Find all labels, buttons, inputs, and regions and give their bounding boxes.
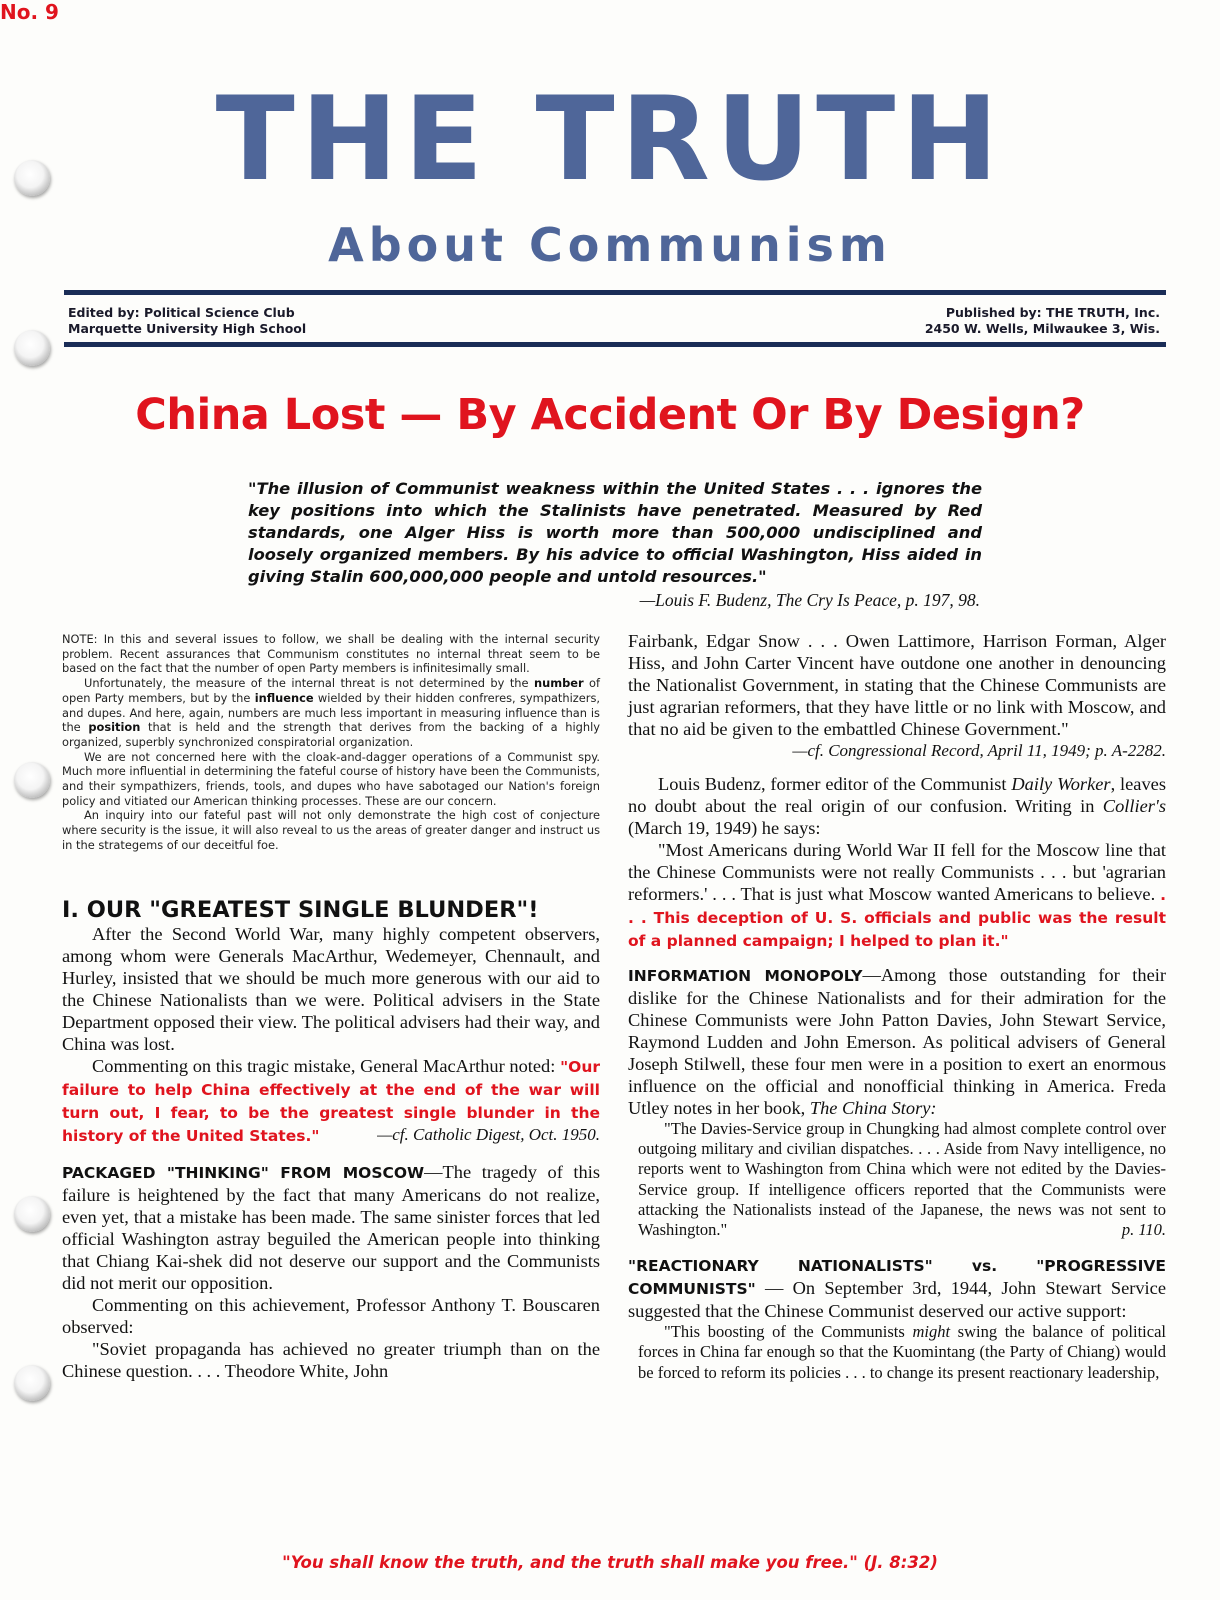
note-emphasis: position: [88, 720, 141, 735]
body-text: —The tragedy of this failure is heightened by the fact that many Americans do not realize, even yet, that a mistake has been made. The same sinister forces that led official Washington astray beguiled the American people into thinking that Chiang Kai-shek did not deserve our support and the Communists did not merit our opposition.: [62, 1161, 600, 1293]
body-text: Commenting on this tragic mistake, General MacArthur noted:: [92, 1055, 561, 1076]
body-text: , leaves no doubt about the real origin of our confusion. Writing in: [628, 774, 1166, 816]
footer-scripture: "You shall know the truth, and the truth shall make you free." (J. 8:32): [282, 1553, 938, 1572]
left-column: [62, 632, 600, 1382]
service-quote: [628, 1322, 1166, 1383]
editor-line: Edited by: Political Science Club: [68, 305, 295, 320]
binder-hole: [14, 1365, 50, 1401]
editor-line: Marquette University High School: [68, 321, 307, 336]
body-text: Louis Budenz, former editor of the Communist: [658, 774, 1012, 794]
body-paragraph: "Soviet propaganda has achieved no greater triumph than on the Chinese question. . . . Theodore White, John: [62, 1338, 600, 1381]
budenz-red-quote: . . . This deception of U. S. officials and public was the result of a planned campaign; I helped to plan it.": [628, 886, 1166, 950]
right-column: [628, 630, 1166, 1383]
citation: —cf. Congressional Record, April 11, 1949; p. A-2282.: [792, 741, 1166, 760]
article-headline: China Lost — By Accident Or By Design?: [135, 390, 1085, 440]
binder-hole: [14, 1196, 50, 1232]
note-text: Unfortunately, the measure of the internal threat is not determined by the: [84, 676, 534, 691]
publisher-line: 2450 W. Wells, Milwaukee 3, Wis.: [924, 321, 1160, 336]
note-emphasis: number: [533, 676, 584, 691]
publication-title: Collier's: [1102, 796, 1166, 816]
body-paragraph: [628, 1254, 1166, 1322]
note-text: that is held and the strength that derives from the backing of a highly organized, superbly synchronized conspiratorial organization.: [62, 720, 600, 749]
note-emphasis: influence: [254, 690, 314, 705]
section-heading: I. OUR "GREATEST SINGLE BLUNDER"!: [62, 896, 539, 923]
body-paragraph: Commenting on this achievement, Professor Anthony T. Bouscaren observed:: [62, 1294, 600, 1337]
emphasis: might: [912, 1322, 951, 1342]
body-paragraph: Fairbank, Edgar Snow . . . Owen Lattimore, Harrison Forman, Alger Hiss, and John Carter Vincent have outdone one another in denouncing the Nationalist Government, in stating that the Chinese Communists are just agrarian reformers, that they have little or no link with Moscow, and that no aid be given to the embattled Chinese Government.": [628, 631, 1166, 739]
body-paragraph: [62, 1055, 600, 1147]
binder-hole: [14, 330, 50, 366]
budenz-quote: [628, 839, 1166, 952]
utley-quote: [628, 1119, 1166, 1240]
masthead-rule-top: [64, 290, 1166, 295]
body-text: "The Davies-Service group in Chungking had almost complete control over outgoing military and civilian dispatches. . . . Aside from Navy intelligence, no reports went to Washington from China which were not edited by the Davies-Service group. If intelligence officers reported that the Communists were attacking the Nationalists instead of the Japanese, the news was not sent to Washington.": [638, 1119, 1166, 1240]
run-in-heading: "REACTIONARY NATIONALISTS" vs. "PROGRESSIVE COMMUNISTS": [628, 1257, 1166, 1299]
run-in-heading: PACKAGED "THINKING" FROM MOSCOW: [62, 1163, 425, 1182]
note-paragraph: We are not concerned here with the cloak-and-dagger operations of a Communist spy. Much more influential in determining the fateful course of history have been the Communists, and their sympathizers, friends, tools, and dupes who have sabotaged our Nation's foreign policy and vitiated our American thinking processes. These are our concern.: [62, 749, 600, 808]
body-text: — On September 3rd, 1944, John Stewart Service suggested that the Chinese Communist deserved our active support:: [628, 1278, 1166, 1322]
book-title: The China Story:: [809, 1098, 937, 1118]
note-text: of open Party members, but by the: [62, 676, 600, 705]
body-text: —Among those outstanding for their dislike for the Chinese Nationalists and for their admiration for the Chinese Communists were John Patton Davies, John Stewart Service, Raymond Ludden and John Emerson. As political advisers of General Joseph Stilwell, these four men were in a position to exert an enormous influence on the official and nonofficial thinking in America. Freda Utley notes in her book,: [628, 965, 1166, 1118]
body-text: "This boosting of the Communists: [664, 1322, 913, 1342]
publication-title: Daily Worker: [1011, 774, 1111, 794]
body-paragraph: After the Second World War, many highly competent observers, among whom were Generals MacArthur, Wedemeyer, Chennault, and Hurley, insisted that we should be much more generous with our aid to the Chinese Nationalists than we were. Political advisers in the State Department opposed their view. The political advisers had their way, and China was lost.: [62, 923, 600, 1054]
body-paragraph: [62, 1161, 600, 1294]
note-paragraph: An inquiry into our fateful past will not only demonstrate the high cost of conjecture where security is the issue, it will also reveal to us the areas of greater danger and instruct us in the strategems of our deceitful foe.: [62, 808, 600, 852]
note-paragraph: NOTE: In this and several issues to follow, we shall be dealing with the internal security problem. Recent assurances that Communism constitutes no internal threat seem to be based on the fact that the number of open Party members is infinitesimally small.: [62, 632, 600, 676]
editorial-note: [62, 632, 600, 853]
binder-hole: [14, 762, 50, 798]
body-paragraph: [628, 773, 1166, 839]
body-paragraph: [628, 964, 1166, 1119]
body-text: (March 19, 1949) he says:: [628, 818, 821, 838]
body-text: "Most Americans during World War II fell for the Moscow line that the Chinese Communists were not really Communists . . . but 'agrarian reformers.' . . . That is just what Moscow wanted Americans to believe.: [628, 840, 1166, 904]
run-in-heading: INFORMATION MONOPOLY: [628, 967, 863, 985]
issue-number: No. 9: [0, 0, 59, 24]
masthead-rule-bottom: [64, 342, 1166, 347]
macarthur-quote: "Our failure to help China effectively at the end of the war will turn out, I fear, to be the greatest single blunder in the history of the United States.": [62, 1057, 600, 1145]
editor-info: [68, 305, 306, 337]
body-text: swing the balance of political forces in China far enough so that the Kuomintang (the Party of Chiang) would be forced to reform its policies . . . to change its present reactionary leadership,: [638, 1322, 1166, 1382]
publisher-info: [925, 305, 1160, 337]
epigraph-quote: "The illusion of Communist weakness within the United States . . . ignores the key positions into which the Stalinists have penetrated. Measured by Red standards, one Alger Hiss is worth more than 500,000 undisciplined and loosely organized members. By his advice to official Washington, Hiss aided in giving Stalin 600,000,000 people and untold resources.": [248, 479, 982, 586]
masthead-title: THE TRUTH: [215, 72, 1005, 207]
epigraph-attribution: —Louis F. Budenz, The Cry Is Peace, p. 197, 98.: [639, 590, 980, 610]
note-text: wielded by their hidden confreres, sympathizers, and dupes. And here, again, numbers are much less important in measuring influence than is the: [62, 690, 601, 735]
masthead-subtitle: About Communism: [328, 218, 892, 272]
page-reference: p. 110.: [1121, 1220, 1166, 1240]
publisher-line: Published by: THE TRUTH, Inc.: [945, 305, 1160, 320]
note-paragraph: [62, 676, 600, 750]
citation: —cf. Catholic Digest, Oct. 1950.: [377, 1124, 600, 1144]
